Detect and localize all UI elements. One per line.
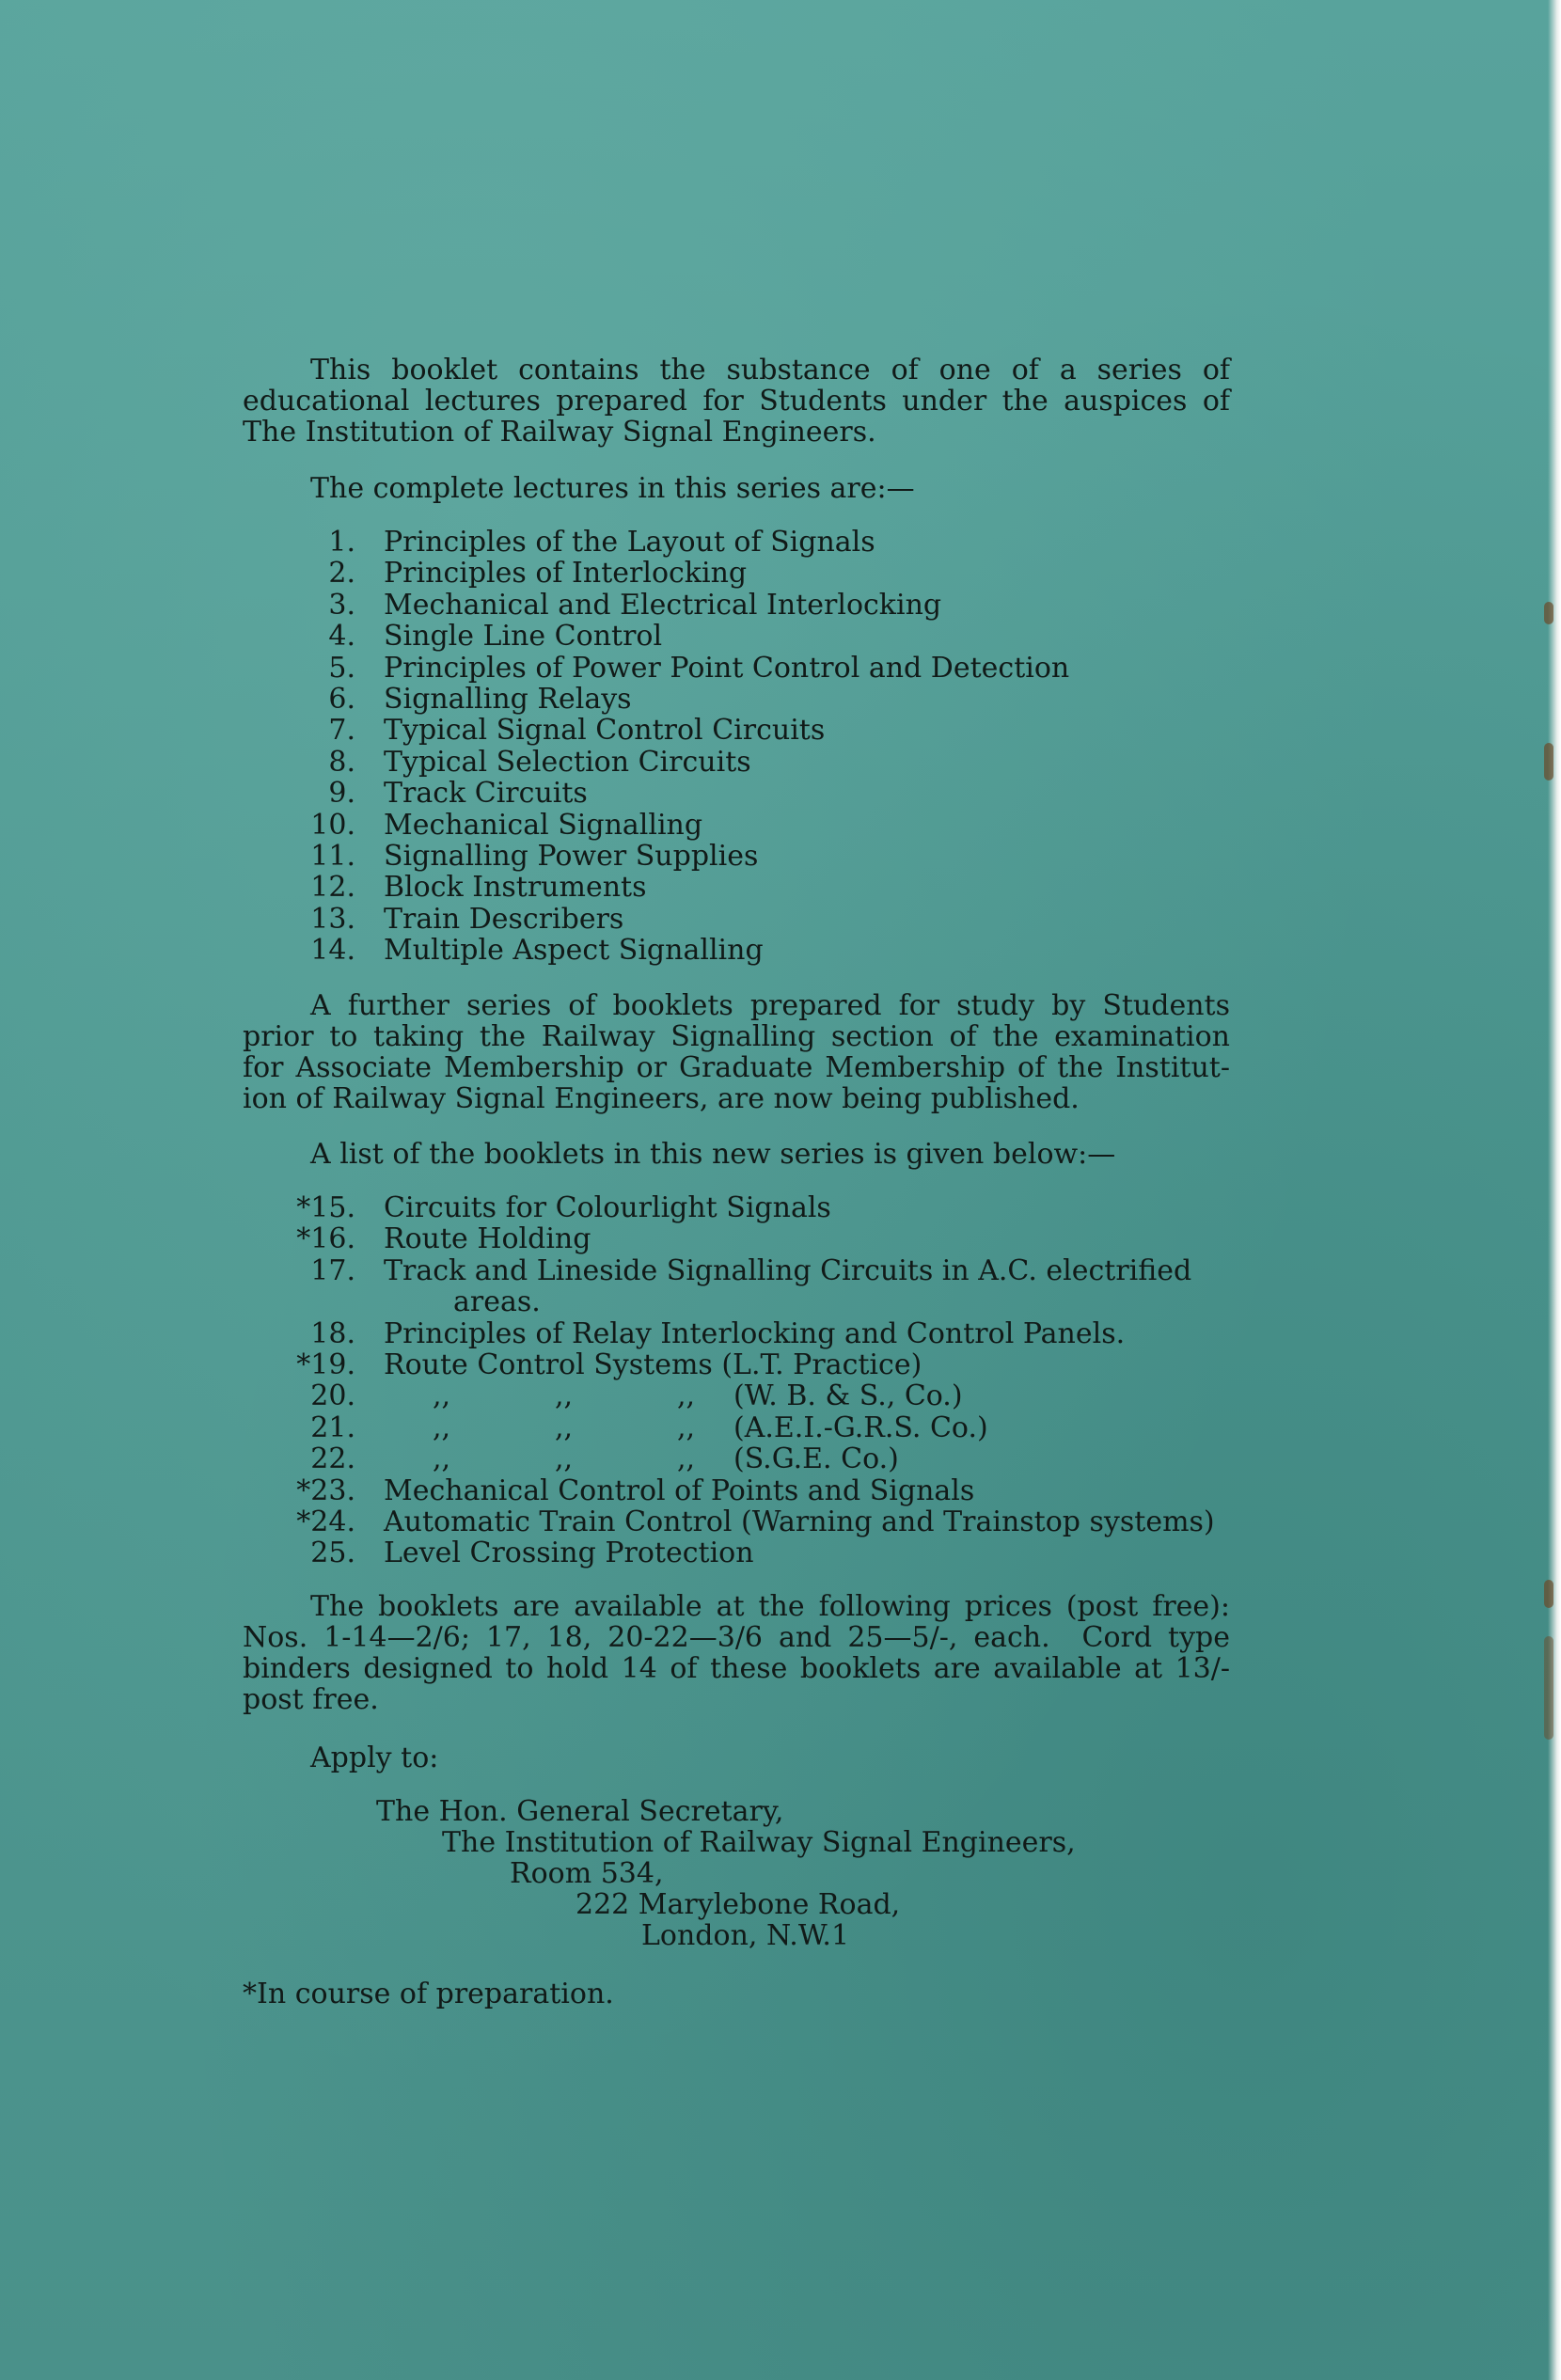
item-number: 3. (328, 588, 355, 622)
list-item (243, 590, 1277, 621)
further-line-1: A further series of booklets prepared for study by Students (310, 989, 1230, 1022)
binding-mark (1544, 743, 1553, 780)
complete-lectures-heading: The complete lectures in this series are:— (310, 472, 915, 505)
binding-mark (1544, 1636, 1553, 1740)
footnote: *In course of preparation. (243, 1978, 614, 2010)
item-title: Typical Signal Control Circuits (384, 714, 826, 748)
item-title: Principles of Relay Interlocking and Control Panels. (384, 1316, 1126, 1350)
ditto-mark: ,, (433, 1411, 451, 1444)
item-number: 13. (310, 902, 355, 936)
item-number: *15. (296, 1191, 355, 1224)
prices-line-4: post free. (243, 1683, 379, 1716)
item-number: 9. (328, 777, 355, 811)
item-number: 10. (310, 808, 355, 842)
item-title: Mechanical Control of Points and Signals (384, 1474, 975, 1507)
further-line-4: ion of Railway Signal Engineers, are now being published. (243, 1082, 1080, 1115)
list-item (243, 653, 1277, 684)
item-number: 21. (310, 1411, 355, 1444)
item-number: 14. (310, 934, 355, 968)
prices-line-2: Nos. 1-14—2/6; 17, 18, 20-22—3/6 and 25—5/-, each. Cord type (243, 1621, 1230, 1654)
item-title: Signalling Power Supplies (384, 840, 759, 874)
list-item (243, 1412, 1277, 1443)
item-number: 6. (328, 683, 355, 717)
list-item (243, 621, 1277, 652)
list-item (243, 1475, 1277, 1506)
list-item (243, 1349, 1277, 1380)
item-title: Mechanical and Electrical Interlocking (384, 588, 942, 622)
list-item (243, 841, 1277, 872)
list-item (243, 527, 1277, 558)
address-line: The Hon. General Secretary, (376, 1795, 784, 1828)
ditto-mark: ,, (677, 1379, 696, 1413)
item-title: Level Crossing Protection (384, 1537, 754, 1570)
item-number: *24. (296, 1505, 355, 1539)
list-item (243, 1380, 1277, 1411)
item-number: 18. (310, 1316, 355, 1350)
item-number: 20. (310, 1379, 355, 1413)
item-number: 11. (310, 840, 355, 874)
address-line: The Institution of Railway Signal Engineers, (442, 1826, 1076, 1859)
item-number: 4. (328, 620, 355, 654)
item-title: Circuits for Colourlight Signals (384, 1191, 831, 1224)
item-number: 17. (310, 1253, 355, 1287)
binding-mark (1544, 1580, 1553, 1608)
apply-to-label: Apply to: (310, 1742, 439, 1774)
item-title: Multiple Aspect Signalling (384, 934, 764, 968)
item-continuation: areas. (453, 1285, 541, 1319)
item-title: (S.G.E. Co.) (733, 1442, 899, 1476)
list-item (243, 1318, 1277, 1349)
item-title: Principles of the Layout of Signals (384, 526, 875, 559)
item-number: 7. (328, 714, 355, 748)
item-number: 8. (328, 745, 355, 779)
item-number: *19. (296, 1348, 355, 1382)
further-line-3: for Associate Membership or Graduate Membership of the Institut- (243, 1051, 1230, 1084)
list-item (243, 1506, 1277, 1537)
binding-mark (1544, 602, 1553, 624)
item-title: Typical Selection Circuits (384, 745, 751, 779)
item-title: Track and Lineside Signalling Circuits in A.C. electrified (384, 1253, 1192, 1287)
list-item (243, 747, 1277, 778)
item-title: Route Control Systems (L.T. Practice) (384, 1348, 922, 1382)
item-title: Automatic Train Control (Warning and Trainstop systems) (384, 1505, 1215, 1539)
ditto-group (384, 1380, 963, 1411)
ditto-mark: ,, (555, 1442, 574, 1476)
list-item (243, 810, 1277, 841)
item-number: *23. (296, 1474, 355, 1507)
list-item (243, 1223, 1277, 1254)
list-item (243, 935, 1277, 966)
item-title: Track Circuits (384, 777, 588, 811)
item-title: Block Instruments (384, 871, 647, 905)
lectures-list (243, 527, 1277, 967)
list-item (243, 778, 1277, 809)
list-item (243, 1537, 1277, 1568)
page-edge (1548, 0, 1561, 2380)
list-item (243, 1255, 1277, 1286)
item-number: 1. (328, 526, 355, 559)
prices-line-1: The booklets are available at the following prices (post free): (310, 1590, 1230, 1623)
item-title: Signalling Relays (384, 683, 632, 717)
address-line: 222 Marylebone Road, (576, 1888, 901, 1921)
further-line-2: prior to taking the Railway Signalling section of the examination (243, 1020, 1230, 1053)
ditto-mark: ,, (555, 1411, 574, 1444)
ditto-mark: ,, (433, 1442, 451, 1476)
prices-line-3: binders designed to hold 14 of these booklets are available at 13/- (243, 1652, 1230, 1685)
list-item (243, 1192, 1277, 1223)
intro-paragraph: This booklet contains the substance of one of a series of educational lectures prepared for Students under the auspices of The Institution of Railway Signal Engineers. (243, 354, 1230, 449)
list-item (243, 872, 1277, 903)
item-title: (W. B. & S., Co.) (733, 1379, 963, 1413)
item-number: 22. (310, 1442, 355, 1476)
address-line: Room 534, (510, 1857, 664, 1890)
item-title: Route Holding (384, 1222, 591, 1256)
list-item (243, 558, 1277, 589)
list-item (243, 684, 1277, 715)
address-line: London, N.W.1 (641, 1919, 850, 1952)
list-item (243, 904, 1277, 935)
item-number: 25. (310, 1537, 355, 1570)
item-title: Principles of Interlocking (384, 557, 748, 591)
item-title: Single Line Control (384, 620, 663, 654)
item-title: Principles of Power Point Control and Detection (384, 651, 1070, 685)
ditto-mark: ,, (555, 1379, 574, 1413)
list-item (243, 715, 1277, 746)
item-title: (A.E.I.-G.R.S. Co.) (733, 1411, 988, 1444)
new-series-heading: A list of the booklets in this new series is given below:— (310, 1138, 1116, 1171)
new-series-list (243, 1192, 1277, 1569)
ditto-mark: ,, (433, 1379, 451, 1413)
ditto-mark: ,, (677, 1442, 696, 1476)
item-number: 12. (310, 871, 355, 905)
ditto-group (384, 1443, 899, 1474)
item-number: 5. (328, 651, 355, 685)
item-title: Train Describers (384, 902, 624, 936)
ditto-mark: ,, (677, 1411, 696, 1444)
list-item (243, 1443, 1277, 1474)
item-title: Mechanical Signalling (384, 808, 703, 842)
item-number: 2. (328, 557, 355, 591)
item-number: *16. (296, 1222, 355, 1256)
ditto-group (384, 1412, 988, 1443)
list-item-continuation (243, 1286, 1277, 1317)
